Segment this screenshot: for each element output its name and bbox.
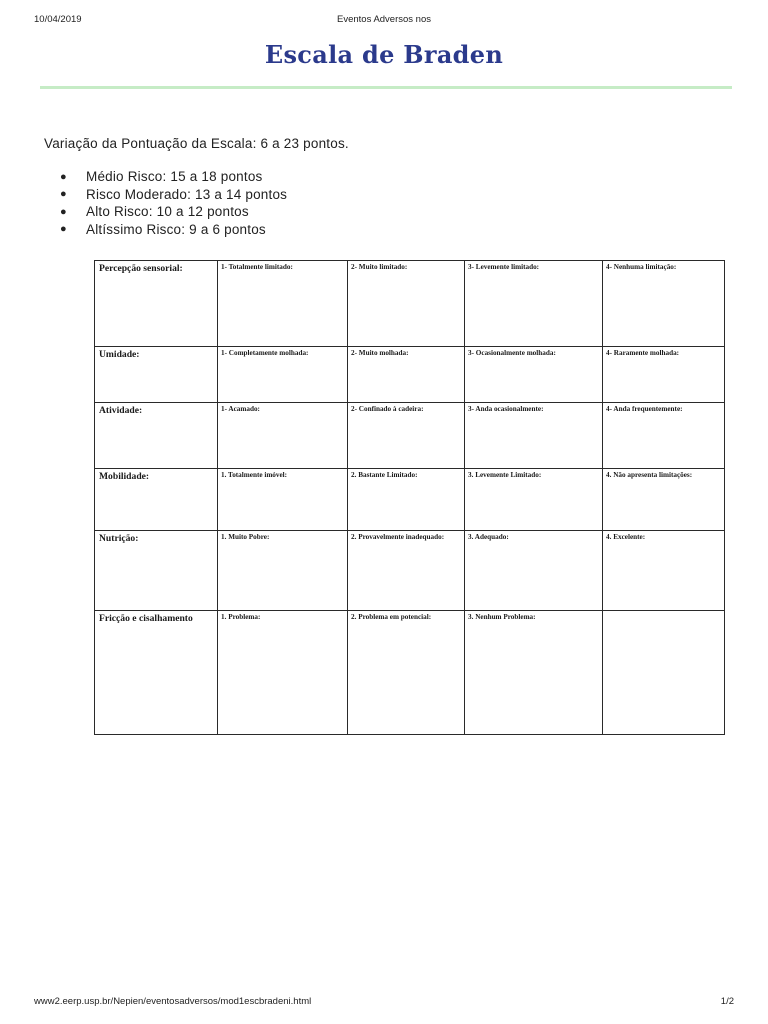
score-cell	[218, 611, 348, 735]
category-cell	[95, 611, 218, 735]
risk-level-label: Médio Risco: 15 a 18 pontos	[86, 169, 263, 185]
score-level: 1- Totalmente limitado:	[221, 263, 293, 271]
score-level: 2. Bastante Limitado:	[351, 471, 418, 479]
score-cell	[218, 469, 348, 531]
score-cell	[218, 347, 348, 403]
category-name: Nutrição:	[99, 533, 139, 544]
score-cell	[465, 531, 603, 611]
category-cell	[95, 261, 218, 347]
score-range-text: Variação da Pontuação da Escala: 6 a 23 pontos.	[44, 136, 349, 151]
category-cell	[95, 347, 218, 403]
score-cell	[348, 611, 465, 735]
score-level: 3. Adequado:	[468, 533, 509, 541]
risk-level-item	[60, 186, 287, 204]
risk-level-label: Alto Risco: 10 a 12 pontos	[86, 204, 249, 220]
print-header	[34, 14, 734, 28]
score-level: 2- Confinado à cadeira:	[351, 405, 424, 413]
bullet-icon: ●	[60, 188, 67, 201]
bullet-icon: ●	[60, 170, 67, 183]
score-level: 3- Ocasionalmente molhada:	[468, 349, 556, 357]
page-url: www2.eerp.usp.br/Nepien/eventosadversos/mod1escbradeni.html	[34, 996, 312, 1007]
print-date: 10/04/2019	[34, 14, 82, 25]
score-level: 4. Excelente:	[606, 533, 646, 541]
score-cell	[603, 261, 725, 347]
braden-scale-table	[94, 260, 725, 735]
score-cell	[465, 611, 603, 735]
table-row-activity	[95, 403, 725, 469]
score-level: 4- Raramente molhada:	[606, 349, 680, 357]
score-cell	[465, 469, 603, 531]
page-title: Escala de Braden	[264, 40, 504, 69]
score-level: 2. Problema em potencial:	[351, 613, 432, 621]
score-level: 1. Totalmente imóvel:	[221, 471, 288, 479]
category-name: Atividade:	[99, 405, 143, 416]
score-cell	[348, 347, 465, 403]
category-name: Umidade:	[99, 349, 140, 360]
category-cell	[95, 469, 218, 531]
print-page-title: Eventos Adversos nos	[337, 14, 431, 25]
bullet-icon: ●	[60, 223, 67, 236]
score-cell	[465, 403, 603, 469]
risk-level-label: Altíssimo Risco: 9 a 6 pontos	[86, 221, 266, 237]
page-number: 1/2	[720, 996, 734, 1007]
score-level: 3. Nenhum Problema:	[468, 613, 536, 621]
score-cell	[348, 469, 465, 531]
score-level: 2- Muito limitado:	[351, 263, 408, 271]
score-cell	[465, 261, 603, 347]
score-level: 4- Anda frequentemente:	[606, 405, 683, 413]
risk-level-item	[60, 221, 287, 239]
print-footer	[34, 996, 734, 1010]
score-cell	[603, 347, 725, 403]
score-cell	[218, 531, 348, 611]
category-name: Percepção sensorial:	[99, 263, 183, 274]
category-name: Fricção e cisalhamento	[99, 613, 193, 624]
score-cell	[603, 531, 725, 611]
score-level: 3- Anda ocasionalmente:	[468, 405, 544, 413]
risk-level-item	[60, 203, 287, 221]
table-row-mobility	[95, 469, 725, 531]
risk-level-item	[60, 168, 287, 186]
table-row-friction-shear	[95, 611, 725, 735]
score-level: 4. Não apresenta limitações:	[606, 471, 693, 479]
category-cell	[95, 531, 218, 611]
score-cell	[603, 403, 725, 469]
bullet-icon: ●	[60, 205, 67, 218]
category-cell	[95, 403, 218, 469]
score-cell	[218, 403, 348, 469]
score-level: 3. Levemente Limitado:	[468, 471, 542, 479]
score-level: 1. Muito Pobre:	[221, 533, 270, 541]
category-name: Mobilidade:	[99, 471, 150, 482]
score-cell	[218, 261, 348, 347]
title-divider	[40, 86, 732, 89]
risk-level-list	[60, 168, 287, 238]
score-level: 2- Muito molhada:	[351, 349, 409, 357]
score-level: 1. Problema:	[221, 613, 261, 621]
score-cell	[348, 531, 465, 611]
risk-level-label: Risco Moderado: 13 a 14 pontos	[86, 186, 288, 202]
table-row-moisture	[95, 347, 725, 403]
score-cell	[603, 469, 725, 531]
score-level: 4- Nenhuma limitação:	[606, 263, 677, 271]
table-row-nutrition	[95, 531, 725, 611]
score-cell	[348, 403, 465, 469]
score-cell	[348, 261, 465, 347]
score-level: 2. Provavelmente inadequado:	[351, 533, 445, 541]
score-level: 3- Levemente limitado:	[468, 263, 540, 271]
score-cell	[465, 347, 603, 403]
score-cell	[603, 611, 725, 735]
score-level: 1- Acamado:	[221, 405, 260, 413]
table-row-sensory-perception	[95, 261, 725, 347]
score-level: 1- Completamente molhada:	[221, 349, 309, 357]
